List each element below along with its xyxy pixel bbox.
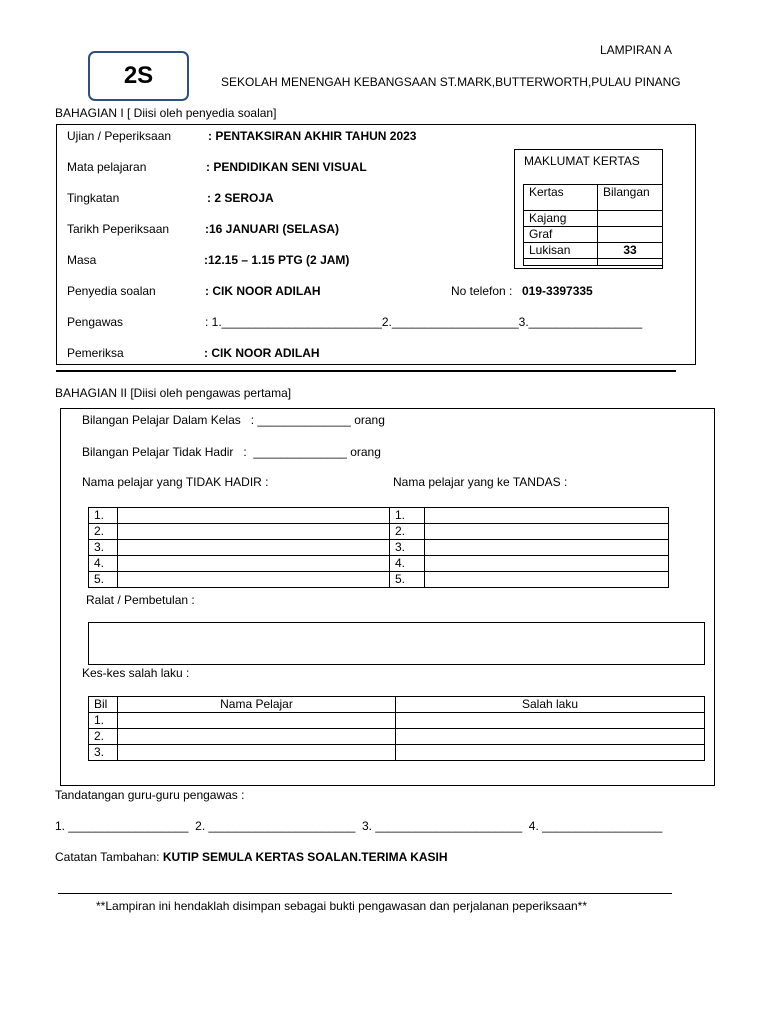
kes-salah-laku-table [88,696,705,761]
kes-header-nama: Nama Pelajar [118,697,396,713]
form-code: 2S [123,62,154,89]
maklumat-header-kertas: Kertas [524,185,598,211]
maklumat-kertas-table [523,184,663,266]
table-header-row [89,697,705,713]
ralat-label: Ralat / Pembetulan : [86,593,195,607]
row-value-masa: :12.15 – 1.15 PTG (2 JAM) [204,253,350,267]
maklumat-kertas-cell: Lukisan [524,243,598,259]
phone-value: 019-3397335 [522,284,593,298]
tidak-hadir-label: Nama pelajar yang TIDAK HADIR : [82,475,269,489]
tidak-hadir-number: 1. [89,508,118,524]
maklumat-header-bilangan: Bilangan [598,185,663,211]
row-value-pemeriksa: : CIK NOOR ADILAH [204,346,320,360]
maklumat-bilangan-cell [598,211,663,227]
table-row [89,524,669,540]
tidak-hadir-number: 2. [89,524,118,540]
row-label-pengawas: Pengawas [67,315,124,329]
row-value-pengawas: : 1.________________________2.___________________3._________________ [205,315,643,329]
table-row [89,729,705,745]
kes-header-bil: Bil [89,697,118,713]
kes-number: 3. [89,745,118,761]
tidak-hadir-number: 3. [89,540,118,556]
catatan-value: KUTIP SEMULA KERTAS SOALAN.TERIMA KASIH [162,850,448,864]
row-value-mata-pelajaran: : PENDIDIKAN SENI VISUAL [206,160,367,174]
row-value-tarikh: :16 JANUARI (SELASA) [205,222,340,236]
footer-note: **Lampiran ini hendaklah disimpan sebagai bukti pengawasan dan perjalanan peperiksaan** [96,899,588,913]
tandas-number: 5. [390,572,425,588]
table-row [89,713,705,729]
footer-divider [58,893,672,894]
kes-salah-laku-cell [396,745,705,761]
kes-name-cell [118,729,396,745]
row-value-tingkatan: : 2 SEROJA [207,191,274,205]
kes-salah-laku-cell [396,729,705,745]
tandas-number: 3. [390,540,425,556]
phone-label: No telefon : [451,284,513,298]
tidak-hadir-name-cell [118,524,390,540]
kes-header-salah-laku: Salah laku [396,697,705,713]
maklumat-bilangan-cell [598,259,663,266]
row-label-penyedia: Penyedia soalan [67,284,156,298]
tidak-hadir-name-cell [118,572,390,588]
maklumat-kertas-cell: Kajang [524,211,598,227]
table-row [89,572,669,588]
tandas-number: 2. [390,524,425,540]
row-value-penyedia: : CIK NOOR ADILAH [205,284,321,298]
tandatangan-label: Tandatangan guru-guru pengawas : [55,788,245,802]
table-row [89,556,669,572]
section1-title: BAHAGIAN I [ Diisi oleh penyedia soalan] [55,106,277,120]
maklumat-bilangan-cell [598,227,663,243]
row-value-ujian: : PENTAKSIRAN AKHIR TAHUN 2023 [208,129,417,143]
row-label-tarikh: Tarikh Peperiksaan [67,222,170,236]
kes-number: 2. [89,729,118,745]
catatan-label: Catatan Tambahan: [55,850,163,864]
table-row [89,745,705,761]
table-row [89,540,669,556]
tandas-number: 1. [390,508,425,524]
tidak-hadir-name-cell [118,540,390,556]
maklumat-kertas-title: MAKLUMAT KERTAS [524,154,640,168]
tidak-hadir-number: 4. [89,556,118,572]
bilangan-tidak-hadir: Bilangan Pelajar Tidak Hadir : ______________ orang [82,445,381,459]
school-name: SEKOLAH MENENGAH KEBANGSAAN ST.MARK,BUTTERWORTH,PULAU PINANG [221,75,681,89]
row-label-mata-pelajaran: Mata pelajaran [67,160,147,174]
table-row [89,508,669,524]
catatan-tambahan [55,850,448,864]
form-code-box [88,51,189,101]
lampiran-label: LAMPIRAN A [600,43,673,57]
divider-line [56,370,676,372]
kes-number: 1. [89,713,118,729]
row-label-ujian: Ujian / Peperiksaan [67,129,172,143]
tidak-hadir-name-cell [118,508,390,524]
row-label-masa: Masa [67,253,97,267]
tandas-name-cell [425,572,669,588]
row-label-pemeriksa: Pemeriksa [67,346,124,360]
kes-label: Kes-kes salah laku : [82,666,190,680]
tandas-name-cell [425,524,669,540]
kes-salah-laku-cell [396,713,705,729]
bilangan-kelas: Bilangan Pelajar Dalam Kelas : ______________ orang [82,413,385,427]
tandatangan-lines: 1. __________________ 2. ______________________ 3. ______________________ 4. __________________ [55,819,663,833]
ralat-box [88,622,705,665]
kes-name-cell [118,745,396,761]
row-label-tingkatan: Tingkatan [67,191,120,205]
tidak-hadir-number: 5. [89,572,118,588]
tandas-name-cell [425,508,669,524]
tidak-hadir-tandas-table [88,507,669,588]
maklumat-bilangan-cell: 33 [598,243,663,259]
tandas-number: 4. [390,556,425,572]
section2-title: BAHAGIAN II [Diisi oleh pengawas pertama] [55,386,292,400]
maklumat-kertas-cell [524,259,598,266]
kes-name-cell [118,713,396,729]
maklumat-kertas-cell: Graf [524,227,598,243]
tandas-name-cell [425,540,669,556]
tidak-hadir-name-cell [118,556,390,572]
tandas-label: Nama pelajar yang ke TANDAS : [393,475,568,489]
tandas-name-cell [425,556,669,572]
